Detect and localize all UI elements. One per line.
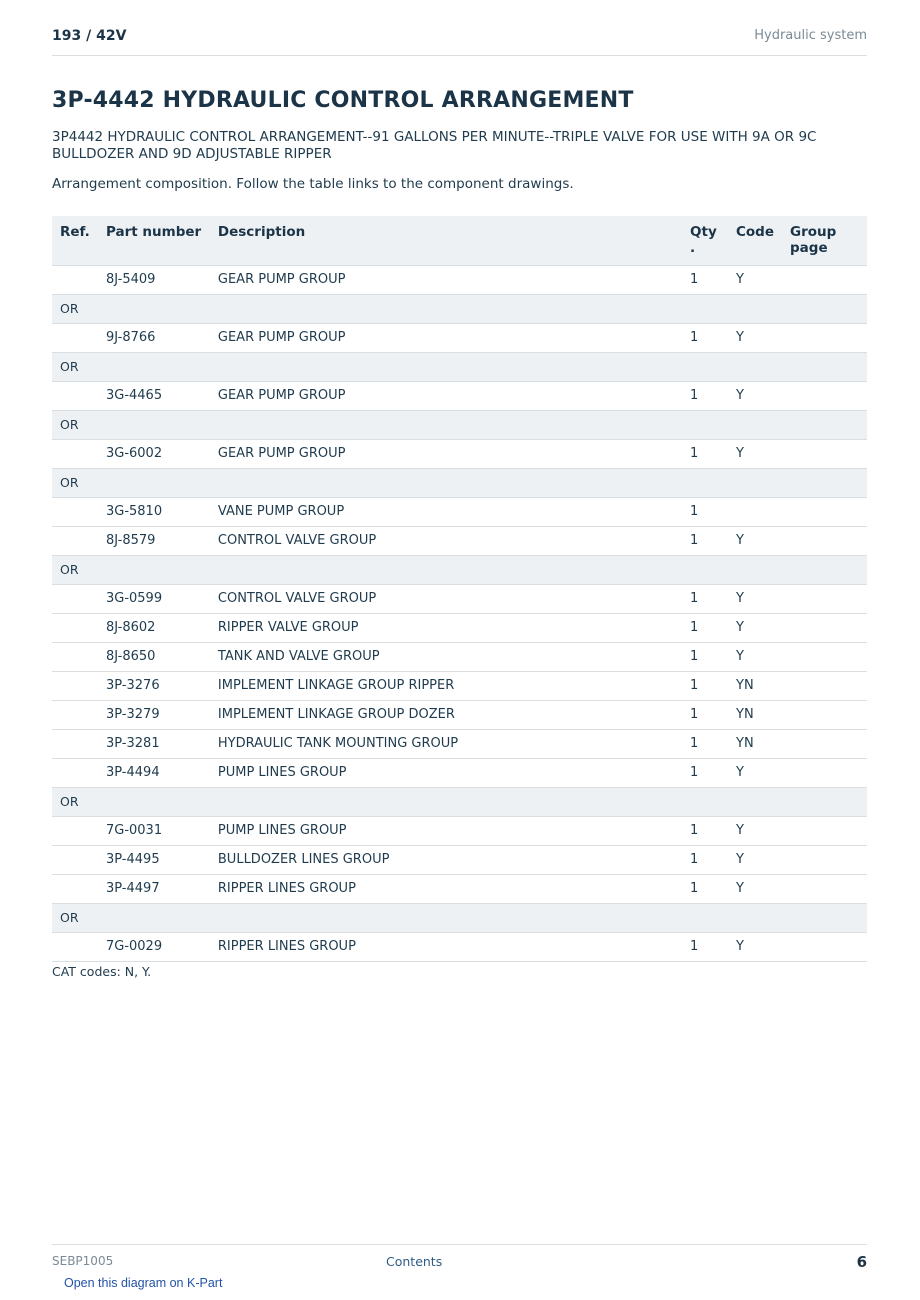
header-ref: Ref.	[52, 216, 98, 265]
code-cell: Y	[728, 816, 782, 845]
or-separator-row	[52, 352, 867, 381]
ref-cell	[52, 671, 98, 700]
description-cell: RIPPER LINES GROUP	[210, 932, 682, 961]
table-row	[52, 729, 867, 758]
part-number-cell: 7G-0029	[98, 932, 210, 961]
part-number-cell: 3G-0599	[98, 584, 210, 613]
group-page-cell	[782, 816, 867, 845]
code-cell: YN	[728, 671, 782, 700]
code-cell	[728, 497, 782, 526]
group-page-cell	[782, 526, 867, 555]
code-cell: Y	[728, 584, 782, 613]
header-description: Description	[210, 216, 682, 265]
table-row	[52, 584, 867, 613]
group-page-cell	[782, 381, 867, 410]
qty-cell: 1	[682, 584, 728, 613]
qty-cell: 1	[682, 729, 728, 758]
qty-cell: 1	[682, 381, 728, 410]
description-cell: BULLDOZER LINES GROUP	[210, 845, 682, 874]
code-cell: Y	[728, 874, 782, 903]
qty-cell: 1	[682, 845, 728, 874]
table-row	[52, 700, 867, 729]
ref-cell	[52, 932, 98, 961]
code-cell: Y	[728, 642, 782, 671]
description-cell: PUMP LINES GROUP	[210, 758, 682, 787]
ref-cell	[52, 700, 98, 729]
or-label: OR	[52, 903, 867, 932]
qty-cell: 1	[682, 613, 728, 642]
part-number-cell: 3P-4497	[98, 874, 210, 903]
description-cell: PUMP LINES GROUP	[210, 816, 682, 845]
table-row	[52, 671, 867, 700]
qty-cell: 1	[682, 439, 728, 468]
table-row	[52, 265, 867, 294]
qty-cell: 1	[682, 874, 728, 903]
group-page-cell	[782, 497, 867, 526]
or-label: OR	[52, 555, 867, 584]
ref-cell	[52, 613, 98, 642]
document-id: SEBP1005	[52, 1254, 114, 1268]
table-header-row	[52, 216, 867, 265]
contents-link[interactable]: Contents	[386, 1254, 443, 1269]
page-title: 3P-4442 HYDRAULIC CONTROL ARRANGEMENT	[52, 88, 634, 113]
code-cell: YN	[728, 729, 782, 758]
ref-cell	[52, 845, 98, 874]
description-cell: CONTROL VALVE GROUP	[210, 526, 682, 555]
code-cell: Y	[728, 265, 782, 294]
or-label: OR	[52, 410, 867, 439]
group-page-cell	[782, 729, 867, 758]
ref-cell	[52, 816, 98, 845]
part-number-cell: 8J-8579	[98, 526, 210, 555]
parts-table	[52, 216, 867, 962]
part-number-cell: 9J-8766	[98, 323, 210, 352]
code-cell: Y	[728, 758, 782, 787]
intro-text: Arrangement composition. Follow the table links to the component drawings.	[52, 176, 574, 192]
or-separator-row	[52, 903, 867, 932]
code-cell: Y	[728, 932, 782, 961]
group-page-cell	[782, 613, 867, 642]
table-row	[52, 613, 867, 642]
part-number-cell: 8J-8602	[98, 613, 210, 642]
description-cell: GEAR PUMP GROUP	[210, 265, 682, 294]
ref-cell	[52, 381, 98, 410]
code-cell: YN	[728, 700, 782, 729]
qty-cell: 1	[682, 758, 728, 787]
group-page-cell	[782, 265, 867, 294]
group-page-cell	[782, 642, 867, 671]
or-separator-row	[52, 787, 867, 816]
ref-cell	[52, 874, 98, 903]
part-number-cell: 8J-5409	[98, 265, 210, 294]
section-label: Hydraulic system	[754, 28, 867, 43]
group-page-cell	[782, 758, 867, 787]
group-page-cell	[782, 323, 867, 352]
part-number-cell: 3P-4494	[98, 758, 210, 787]
qty-cell: 1	[682, 642, 728, 671]
part-number-cell: 3P-3276	[98, 671, 210, 700]
ref-cell	[52, 323, 98, 352]
or-label: OR	[52, 468, 867, 497]
ref-cell	[52, 584, 98, 613]
qty-cell: 1	[682, 323, 728, 352]
page-footer	[52, 1244, 867, 1273]
description-cell: TANK AND VALVE GROUP	[210, 642, 682, 671]
qty-cell: 1	[682, 671, 728, 700]
group-page-cell	[782, 932, 867, 961]
table-row	[52, 874, 867, 903]
page-header	[52, 28, 867, 56]
table-row	[52, 758, 867, 787]
table-row	[52, 323, 867, 352]
header-part-number: Part number	[98, 216, 210, 265]
qty-cell: 1	[682, 497, 728, 526]
qty-cell: 1	[682, 526, 728, 555]
ref-cell	[52, 497, 98, 526]
or-label: OR	[52, 787, 867, 816]
page-number: 6	[856, 1253, 867, 1271]
part-number-cell: 3G-5810	[98, 497, 210, 526]
cat-codes-note: CAT codes: N, Y.	[52, 964, 152, 979]
part-number-cell: 3P-3281	[98, 729, 210, 758]
group-page-cell	[782, 845, 867, 874]
description-cell: IMPLEMENT LINKAGE GROUP DOZER	[210, 700, 682, 729]
qty-cell: 1	[682, 700, 728, 729]
qty-cell: 1	[682, 265, 728, 294]
code-cell: Y	[728, 845, 782, 874]
ref-cell	[52, 439, 98, 468]
description-cell: RIPPER VALVE GROUP	[210, 613, 682, 642]
header-qty: Qty .	[682, 216, 728, 265]
ref-cell	[52, 265, 98, 294]
description-cell: GEAR PUMP GROUP	[210, 439, 682, 468]
arrangement-subtitle: 3P4442 HYDRAULIC CONTROL ARRANGEMENT--91 GALLONS PER MINUTE--TRIPLE VALVE FOR USE WITH 9A OR 9C BULLDOZER AND 9D ADJUSTABLE RIPPER	[52, 129, 817, 162]
ref-cell	[52, 729, 98, 758]
table-row	[52, 845, 867, 874]
description-cell: GEAR PUMP GROUP	[210, 381, 682, 410]
table-row	[52, 497, 867, 526]
open-kpart-link[interactable]: Open this diagram on K-Part	[64, 1276, 223, 1290]
table-row	[52, 526, 867, 555]
qty-cell: 1	[682, 816, 728, 845]
group-page-cell	[782, 874, 867, 903]
description-cell: IMPLEMENT LINKAGE GROUP RIPPER	[210, 671, 682, 700]
code-cell: Y	[728, 439, 782, 468]
group-page-cell	[782, 671, 867, 700]
or-separator-row	[52, 294, 867, 323]
code-cell: Y	[728, 323, 782, 352]
group-page-cell	[782, 584, 867, 613]
part-number-cell: 7G-0031	[98, 816, 210, 845]
ref-cell	[52, 642, 98, 671]
description-cell: GEAR PUMP GROUP	[210, 323, 682, 352]
description-cell: RIPPER LINES GROUP	[210, 874, 682, 903]
description-cell: HYDRAULIC TANK MOUNTING GROUP	[210, 729, 682, 758]
description-cell: VANE PUMP GROUP	[210, 497, 682, 526]
model-label: 193 / 42V	[52, 28, 127, 44]
group-page-cell	[782, 439, 867, 468]
code-cell: Y	[728, 381, 782, 410]
or-label: OR	[52, 352, 867, 381]
header-group-page: Group page	[782, 216, 867, 265]
code-cell: Y	[728, 526, 782, 555]
part-number-cell: 8J-8650	[98, 642, 210, 671]
ref-cell	[52, 526, 98, 555]
table-row	[52, 932, 867, 961]
table-row	[52, 439, 867, 468]
description-cell: CONTROL VALVE GROUP	[210, 584, 682, 613]
or-separator-row	[52, 555, 867, 584]
part-number-cell: 3G-4465	[98, 381, 210, 410]
qty-cell: 1	[682, 932, 728, 961]
part-number-cell: 3P-4495	[98, 845, 210, 874]
or-separator-row	[52, 410, 867, 439]
parts-table-body	[52, 265, 867, 961]
header-code: Code	[728, 216, 782, 265]
or-label: OR	[52, 294, 867, 323]
table-row	[52, 381, 867, 410]
code-cell: Y	[728, 613, 782, 642]
part-number-cell: 3G-6002	[98, 439, 210, 468]
ref-cell	[52, 758, 98, 787]
table-row	[52, 642, 867, 671]
table-row	[52, 816, 867, 845]
or-separator-row	[52, 468, 867, 497]
group-page-cell	[782, 700, 867, 729]
part-number-cell: 3P-3279	[98, 700, 210, 729]
